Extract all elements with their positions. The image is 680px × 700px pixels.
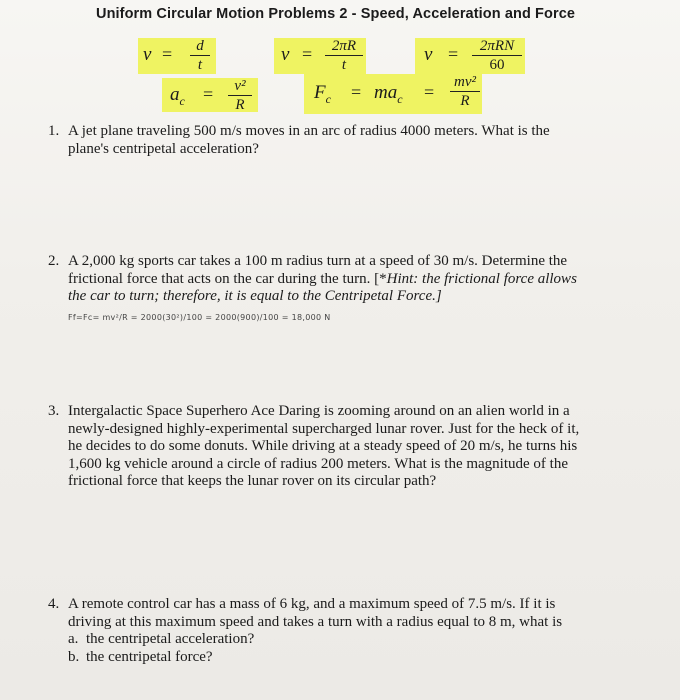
formula-v2-fraction [325, 38, 363, 73]
question-2-hint: the car to turn; therefore, it is equal to the Centripetal Force.] [68, 288, 442, 304]
question-4-number: 4. [48, 596, 60, 612]
question-4b [68, 649, 633, 667]
formula-fc-eq2: = [424, 82, 435, 102]
formula-v1-den: t [197, 57, 203, 73]
question-4b-label: b. [68, 648, 80, 665]
question-3-line: 1,600 kg vehicle around a circle of radius 200 meters. What is the magnitude of the [68, 455, 568, 472]
question-4b-text: the centripetal force? [86, 648, 213, 665]
formula-v1-fraction [190, 38, 210, 73]
formula-ac-lhs: $a_c$ [170, 84, 185, 108]
question-2-number: 2. [48, 253, 60, 269]
question-1-number: 1. [48, 123, 60, 139]
formula-v3-fraction [472, 38, 522, 73]
question-3-line: Intergalactic Space Superhero Ace Daring is zooming around on an alien world in a [68, 403, 570, 419]
formula-fc-mid: $ma_c$ [374, 82, 403, 106]
question-4-line: driving at this maximum speed and takes a turn with a radius equal to 8 m, what is [68, 613, 563, 630]
question-2-line: frictional force that acts on the car during the turn. [* [68, 270, 387, 287]
question-4 [48, 596, 633, 666]
formula-fc-eq1: = [351, 82, 362, 102]
question-2-line: A 2,000 kg sports car takes a 100 m radius turn at a speed of 30 m/s. Determine the [68, 253, 568, 269]
question-2 [48, 253, 633, 306]
formula-ac-num: v² [234, 78, 246, 94]
formula-fc-fraction [450, 74, 480, 109]
formula-v2-den: t [341, 57, 347, 73]
question-4-line: A remote control car has a mass of 6 kg, and a maximum speed of 7.5 m/s. If it is [68, 596, 556, 612]
formula-v1-lhs: v [143, 44, 152, 65]
question-3-line: frictional force that keeps the lunar rover on its circular path? [68, 473, 437, 489]
formula-v2-lhs: v [281, 44, 290, 65]
formula-fc-num: mv² [454, 74, 476, 90]
formula-ac-den: R [235, 97, 245, 113]
formula-v3-num: 2πRN [479, 38, 515, 54]
handwritten-answer: Ff=Fc= mv²/R = 2000(30²)/100 = 2000(900)/100 = 18,000 N [68, 313, 331, 322]
formula-v2-num: 2πR [331, 38, 357, 54]
question-3 [48, 403, 633, 491]
formula-ac-fraction [228, 78, 252, 113]
question-4a [68, 631, 633, 649]
formula-fc-den: R [460, 93, 470, 109]
question-3-line: he decides to do some donuts. While driving at a steady speed of 20 m/s, he turns his [68, 438, 578, 454]
question-3-number: 3. [48, 403, 60, 419]
question-2-hint: Hint: the frictional force allows [386, 270, 577, 287]
question-4a-text: the centripetal acceleration? [86, 631, 255, 647]
question-1-line: plane's centripetal acceleration? [68, 140, 259, 157]
question-4a-label: a. [68, 631, 79, 647]
formula-v3-den: 60 [489, 57, 505, 73]
page-title: Uniform Circular Motion Problems 2 - Speed, Acceleration and Force [96, 6, 576, 22]
question-1-line: A jet plane traveling 500 m/s moves in an arc of radius 4000 meters. What is the [68, 123, 550, 139]
question-1 [48, 123, 633, 158]
formula-v3-eq: = [448, 44, 459, 64]
formula-v3-lhs: v [424, 44, 433, 65]
formula-v1-num: d [196, 38, 204, 54]
formula-ac-eq: = [203, 84, 214, 104]
formula-fc-lhs: $F_c$ [314, 82, 331, 106]
question-3-line: newly-designed highly-experimental supercharged lunar rover. Just for the heck of it, [68, 420, 580, 437]
formula-v1-eq: = [162, 44, 173, 64]
formula-v2-eq: = [302, 44, 313, 64]
